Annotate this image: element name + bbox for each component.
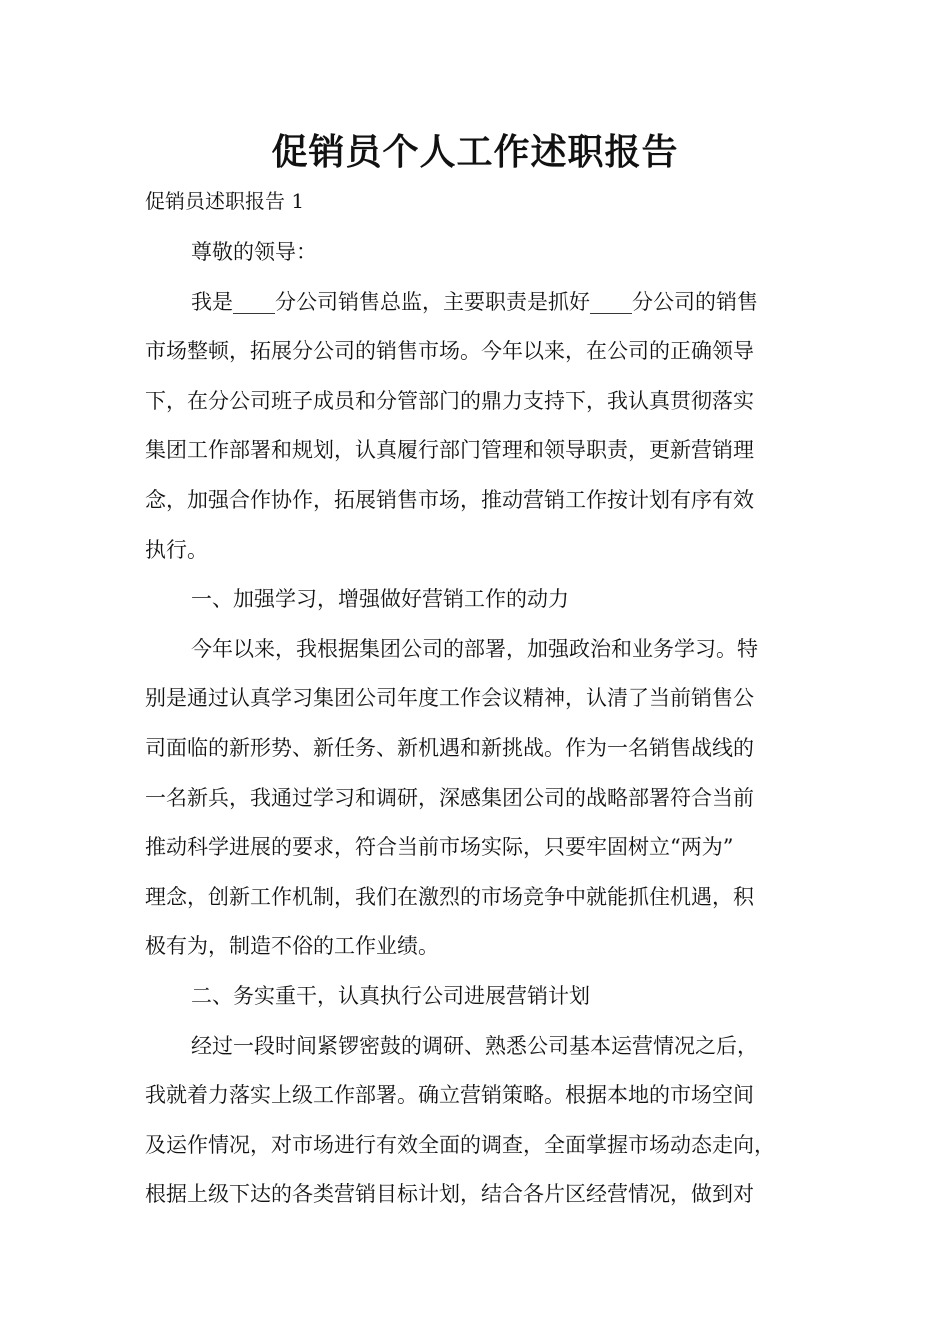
text-line: 今年以来，我根据集团公司的部署，加强政治和业务学习。特 <box>191 636 758 661</box>
text-line: 司面临的新形势、新任务、新机遇和新挑战。作为一名销售战线的 <box>145 735 754 760</box>
text-line: 二、务实重干，认真执行公司进展营销计划 <box>191 983 590 1008</box>
text-line: 一、加强学习，增强做好营销工作的动力 <box>191 587 569 612</box>
document-title: 促销员个人工作述职报告 <box>271 131 679 173</box>
text-line: 根据上级下达的各类营销目标计划，结合各片区经营情况，做到对 <box>145 1182 754 1207</box>
text-line: 我是____分公司销售总监，主要职责是抓好____分公司的销售 <box>191 289 758 314</box>
text-line: 别是通过认真学习集团公司年度工作会议精神，认清了当前销售公 <box>145 686 754 711</box>
text-line: 执行。 <box>145 537 208 562</box>
text-line: 念，加强合作协作，拓展销售市场，推动营销工作按计划有序有效 <box>145 487 754 512</box>
text-line: 尊敬的领导： <box>191 240 317 264</box>
text-line: 理念，创新工作机制，我们在激烈的市场竞争中就能抓住机遇，积 <box>145 884 754 909</box>
text-line: 极有为，制造不俗的工作业绩。 <box>145 934 439 959</box>
text-line: 下，在分公司班子成员和分管部门的鼎力支持下，我认真贯彻落实 <box>145 388 754 413</box>
text-line: 我就着力落实上级工作部署。确立营销策略。根据本地的市场空间 <box>145 1083 754 1108</box>
text-line: 市场整顿，拓展分公司的销售市场。今年以来，在公司的正确领导 <box>145 339 754 364</box>
text-line: 经过一段时间紧锣密鼓的调研、熟悉公司基本运营情况之后， <box>191 1033 758 1058</box>
document-body <box>145 228 825 1220</box>
text-line: 推动科学进展的要求，符合当前市场实际，只要牢固树立“两为” <box>145 835 734 860</box>
text-line: 一名新兵，我通过学习和调研，深感集团公司的战略部署符合当前 <box>145 785 754 810</box>
text-line: 集团工作部署和规划，认真履行部门管理和领导职责，更新营销理 <box>145 438 754 463</box>
document-subtitle: 促销员述职报告 1 <box>145 189 305 213</box>
text-line: 及运作情况，对市场进行有效全面的调查，全面掌握市场动态走向， <box>145 1132 775 1157</box>
